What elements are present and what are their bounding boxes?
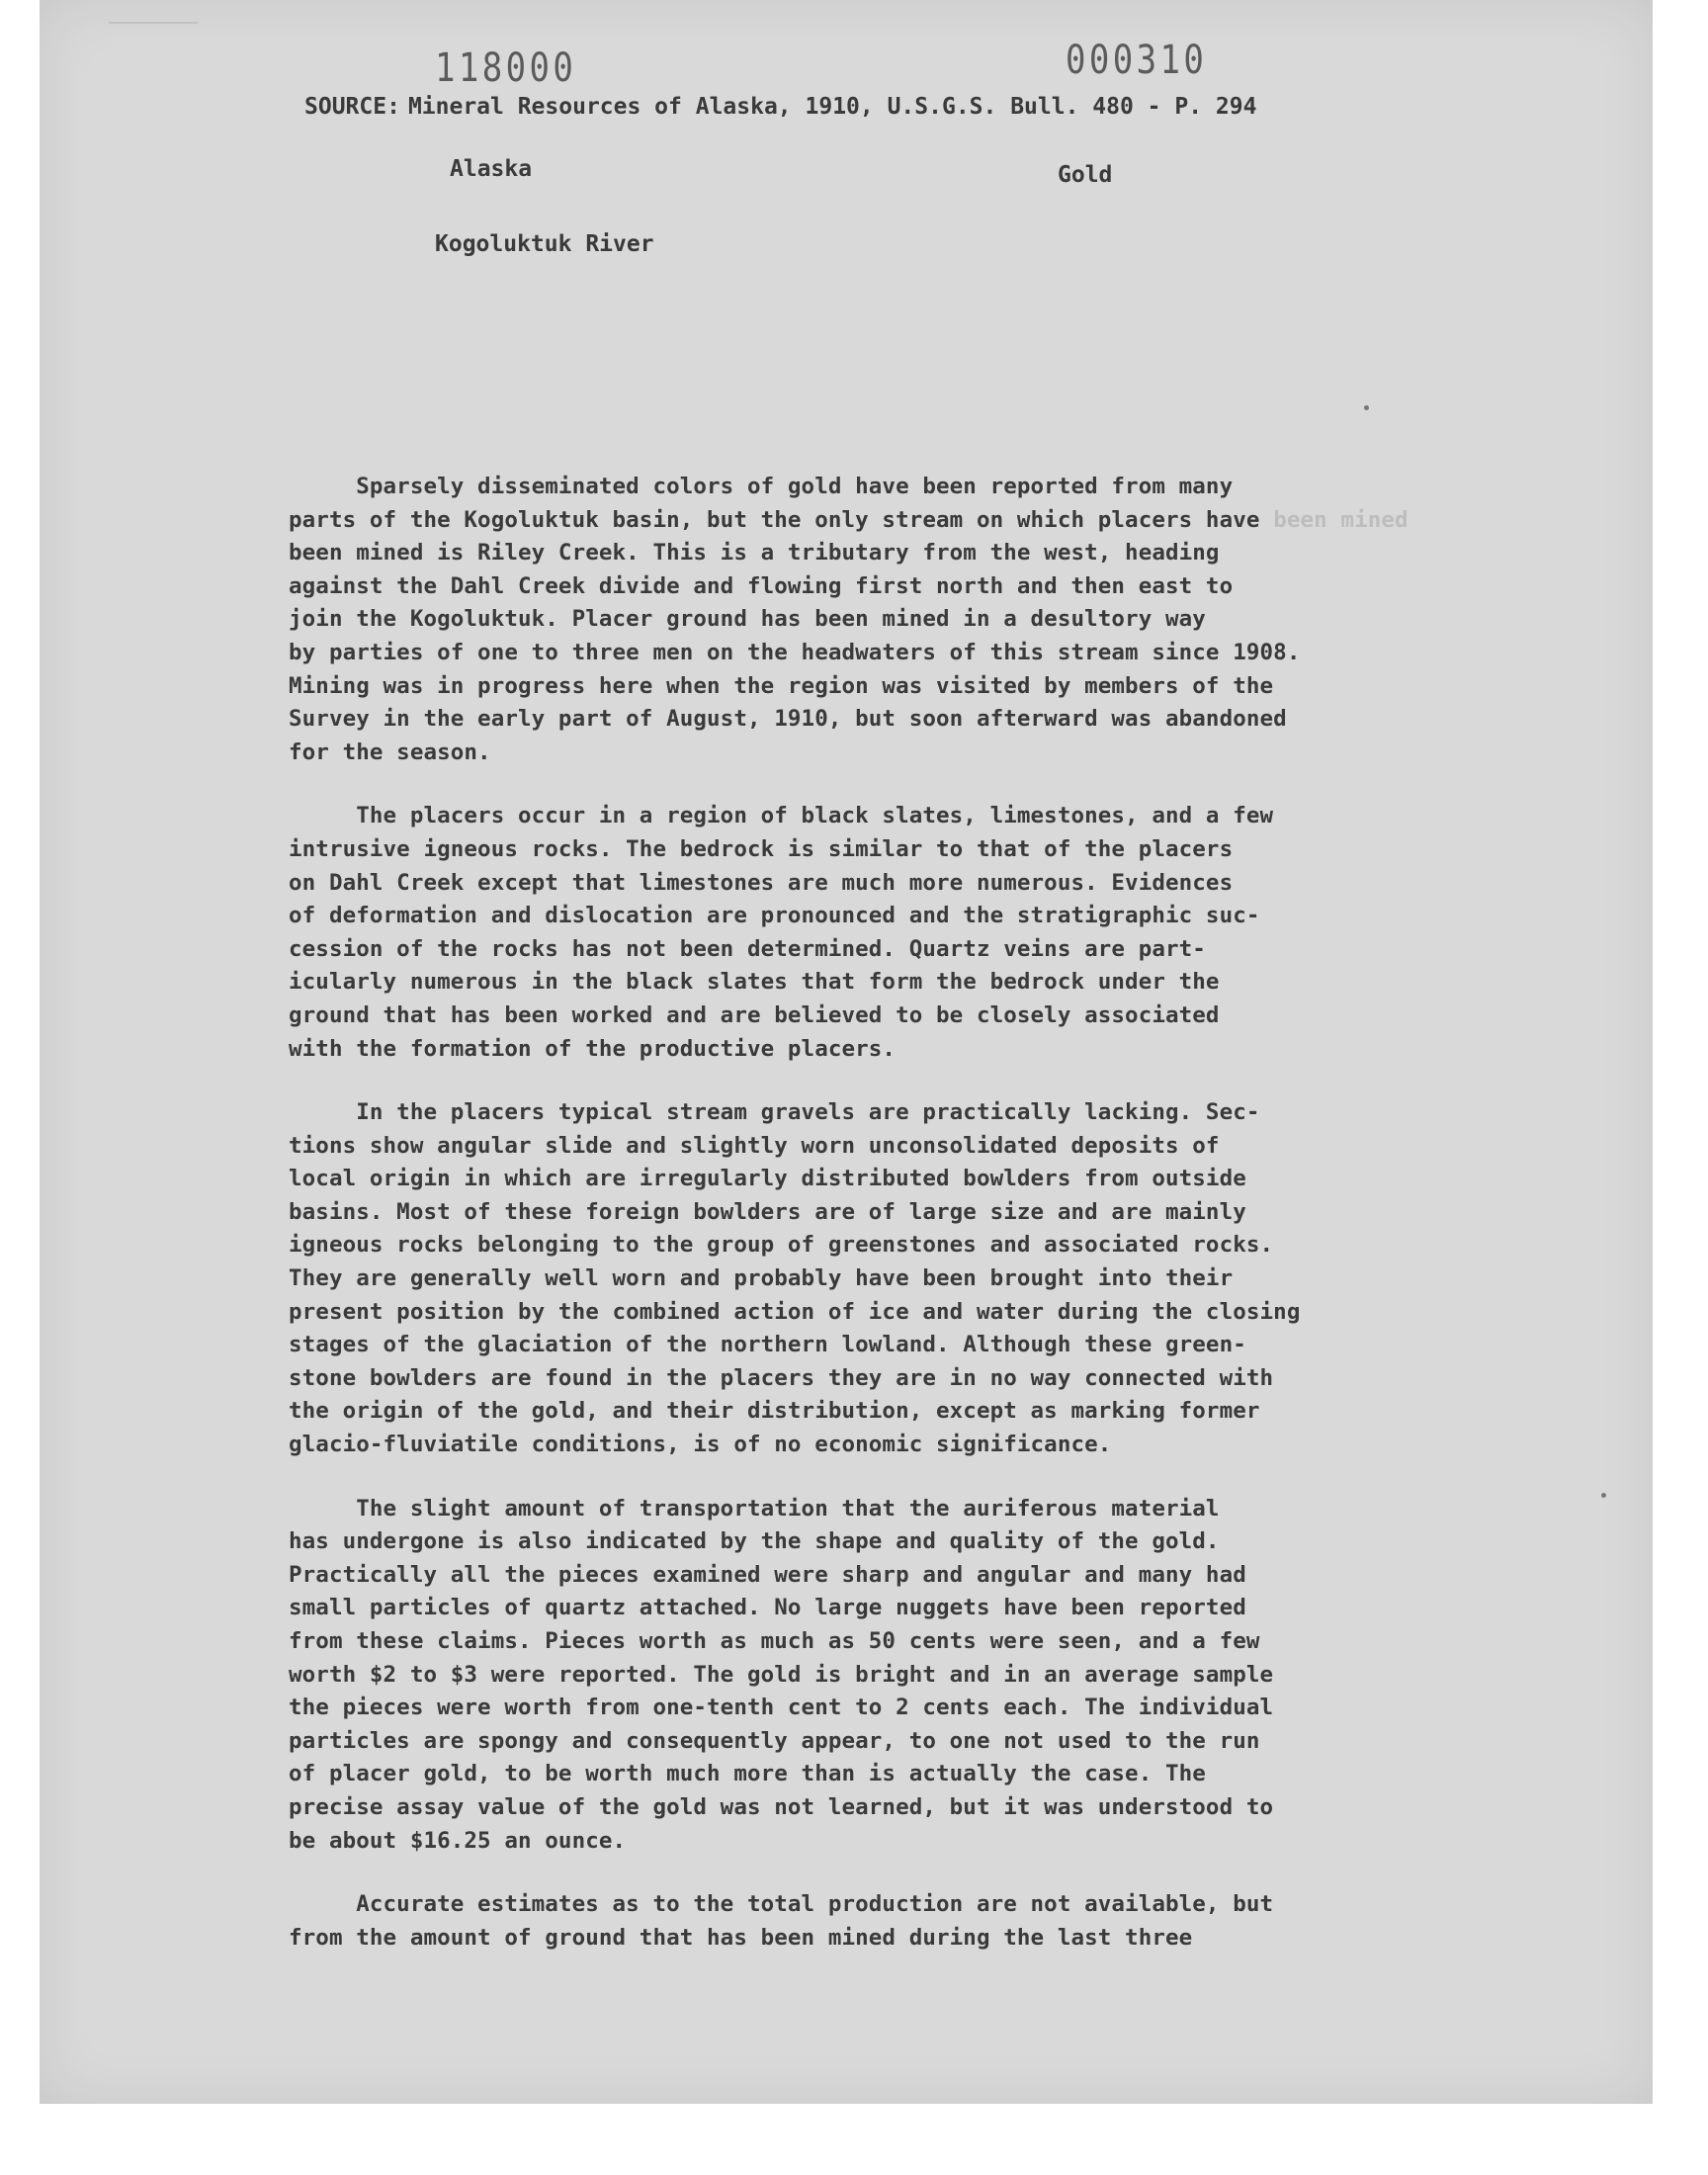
text-line: ground that has been worked and are believed to be closely associated	[289, 1001, 1220, 1028]
text-line: local origin in which are irregularly distributed bowlders from outside	[289, 1166, 1246, 1192]
scan-artifact	[109, 22, 198, 53]
text-line: on Dahl Creek except that limestones are much more numerous. Evidences	[289, 869, 1234, 896]
text-line: particles are spongy and consequently appear, to one not used to the run	[289, 1727, 1260, 1754]
source-line	[304, 94, 1256, 120]
source-label: SOURCE:	[304, 94, 400, 120]
mineral-heading: Gold	[1058, 162, 1113, 188]
text-line: with the formation of the productive placers.	[289, 1035, 897, 1062]
paragraph	[289, 800, 1534, 1066]
text-line: been mined is Riley Creek. This is a tributary from the west, heading	[289, 540, 1220, 566]
text-line: by parties of one to three men on the headwaters of this stream since 1908.	[289, 639, 1301, 665]
text-line: Sparsely disseminated colors of gold have been reported from many	[289, 474, 1234, 499]
text-line: from the amount of ground that has been mined during the last three	[289, 1924, 1193, 1951]
paragraph	[289, 1096, 1534, 1462]
text-line: parts of the Kogoluktuk basin, but the only stream on which placers have been mined	[289, 506, 1409, 533]
text-line: The slight amount of transportation that the auriferous material	[289, 1495, 1220, 1522]
text-line: Accurate estimates as to the total production are not available, but	[289, 1891, 1274, 1918]
text-line: igneous rocks belonging to the group of greenstones and associated rocks.	[289, 1232, 1274, 1259]
scan-speck	[1364, 405, 1369, 410]
text-line: stone bowlders are found in the placers they are in no way connected with	[289, 1364, 1274, 1391]
text-line: The placers occur in a region of black slates, limestones, and a few	[289, 803, 1274, 829]
locality-heading: Kogoluktuk River	[435, 231, 654, 257]
text-line: small particles of quartz attached. No large nuggets have been reported	[289, 1595, 1246, 1621]
text-line: be about $16.25 an ounce.	[289, 1827, 627, 1854]
document-body	[289, 471, 1534, 1985]
text-line: precise assay value of the gold was not learned, but it was understood to	[289, 1793, 1274, 1820]
overstrike-text: been mined	[1273, 506, 1409, 533]
text-line: icularly numerous in the black slates that form the bedrock under the	[289, 969, 1220, 996]
source-citation: Mineral Resources of Alaska, 1910, U.S.G.S. Bull. 480 - P. 294	[407, 94, 1257, 120]
text-line: glacio-fluviatile conditions, is of no economic significance.	[289, 1432, 1112, 1458]
text-line: cession of the rocks has not been determined. Quartz veins are part-	[289, 935, 1206, 962]
document-number-stamp-left: 118000	[435, 45, 577, 91]
text-line: tions show angular slide and slightly worn unconsolidated deposits of	[289, 1132, 1220, 1159]
document-number-stamp-right: 000310	[1066, 38, 1208, 83]
text-line: They are generally well worn and probably have been brought into their	[289, 1265, 1234, 1292]
text-line: present position by the combined action of ice and water during the closing	[289, 1298, 1301, 1325]
text-line: join the Kogoluktuk. Placer ground has been mined in a desultory way	[289, 606, 1206, 633]
state-heading: Alaska	[450, 156, 533, 182]
paragraph	[289, 471, 1534, 769]
text-line: In the placers typical stream gravels are practically lacking. Sec-	[289, 1099, 1260, 1126]
text-line: basins. Most of these foreign bowlders are of large size and are mainly	[289, 1198, 1246, 1225]
text-line: for the season.	[289, 739, 491, 765]
text-line: stages of the glaciation of the northern lowland. Although these green-	[289, 1332, 1246, 1358]
paragraph	[289, 1888, 1534, 1955]
text-line: against the Dahl Creek divide and flowing first north and then east to	[289, 572, 1234, 599]
scan-speck	[1601, 1493, 1606, 1498]
text-line: the origin of the gold, and their distribution, except as marking former	[289, 1398, 1260, 1425]
document-page	[40, 0, 1653, 2104]
text-line: has undergone is also indicated by the shape and quality of the gold.	[289, 1528, 1220, 1555]
text-line: intrusive igneous rocks. The bedrock is similar to that of the placers	[289, 835, 1234, 862]
text-line: Mining was in progress here when the region was visited by members of the	[289, 672, 1274, 699]
text-line: Survey in the early part of August, 1910, but soon afterward was abandoned	[289, 706, 1287, 733]
text-line: of placer gold, to be worth much more than is actually the case. The	[289, 1761, 1206, 1787]
text-line: the pieces were worth from one-tenth cent to 2 cents each. The individual	[289, 1695, 1274, 1721]
paragraph	[289, 1493, 1534, 1859]
text-line: from these claims. Pieces worth as much as 50 cents were seen, and a few	[289, 1628, 1260, 1654]
text-line: of deformation and dislocation are pronounced and the stratigraphic suc-	[289, 903, 1260, 929]
text-line: Practically all the pieces examined were sharp and angular and many had	[289, 1561, 1246, 1588]
text-line: worth $2 to $3 were reported. The gold is bright and in an average sample	[289, 1661, 1274, 1688]
